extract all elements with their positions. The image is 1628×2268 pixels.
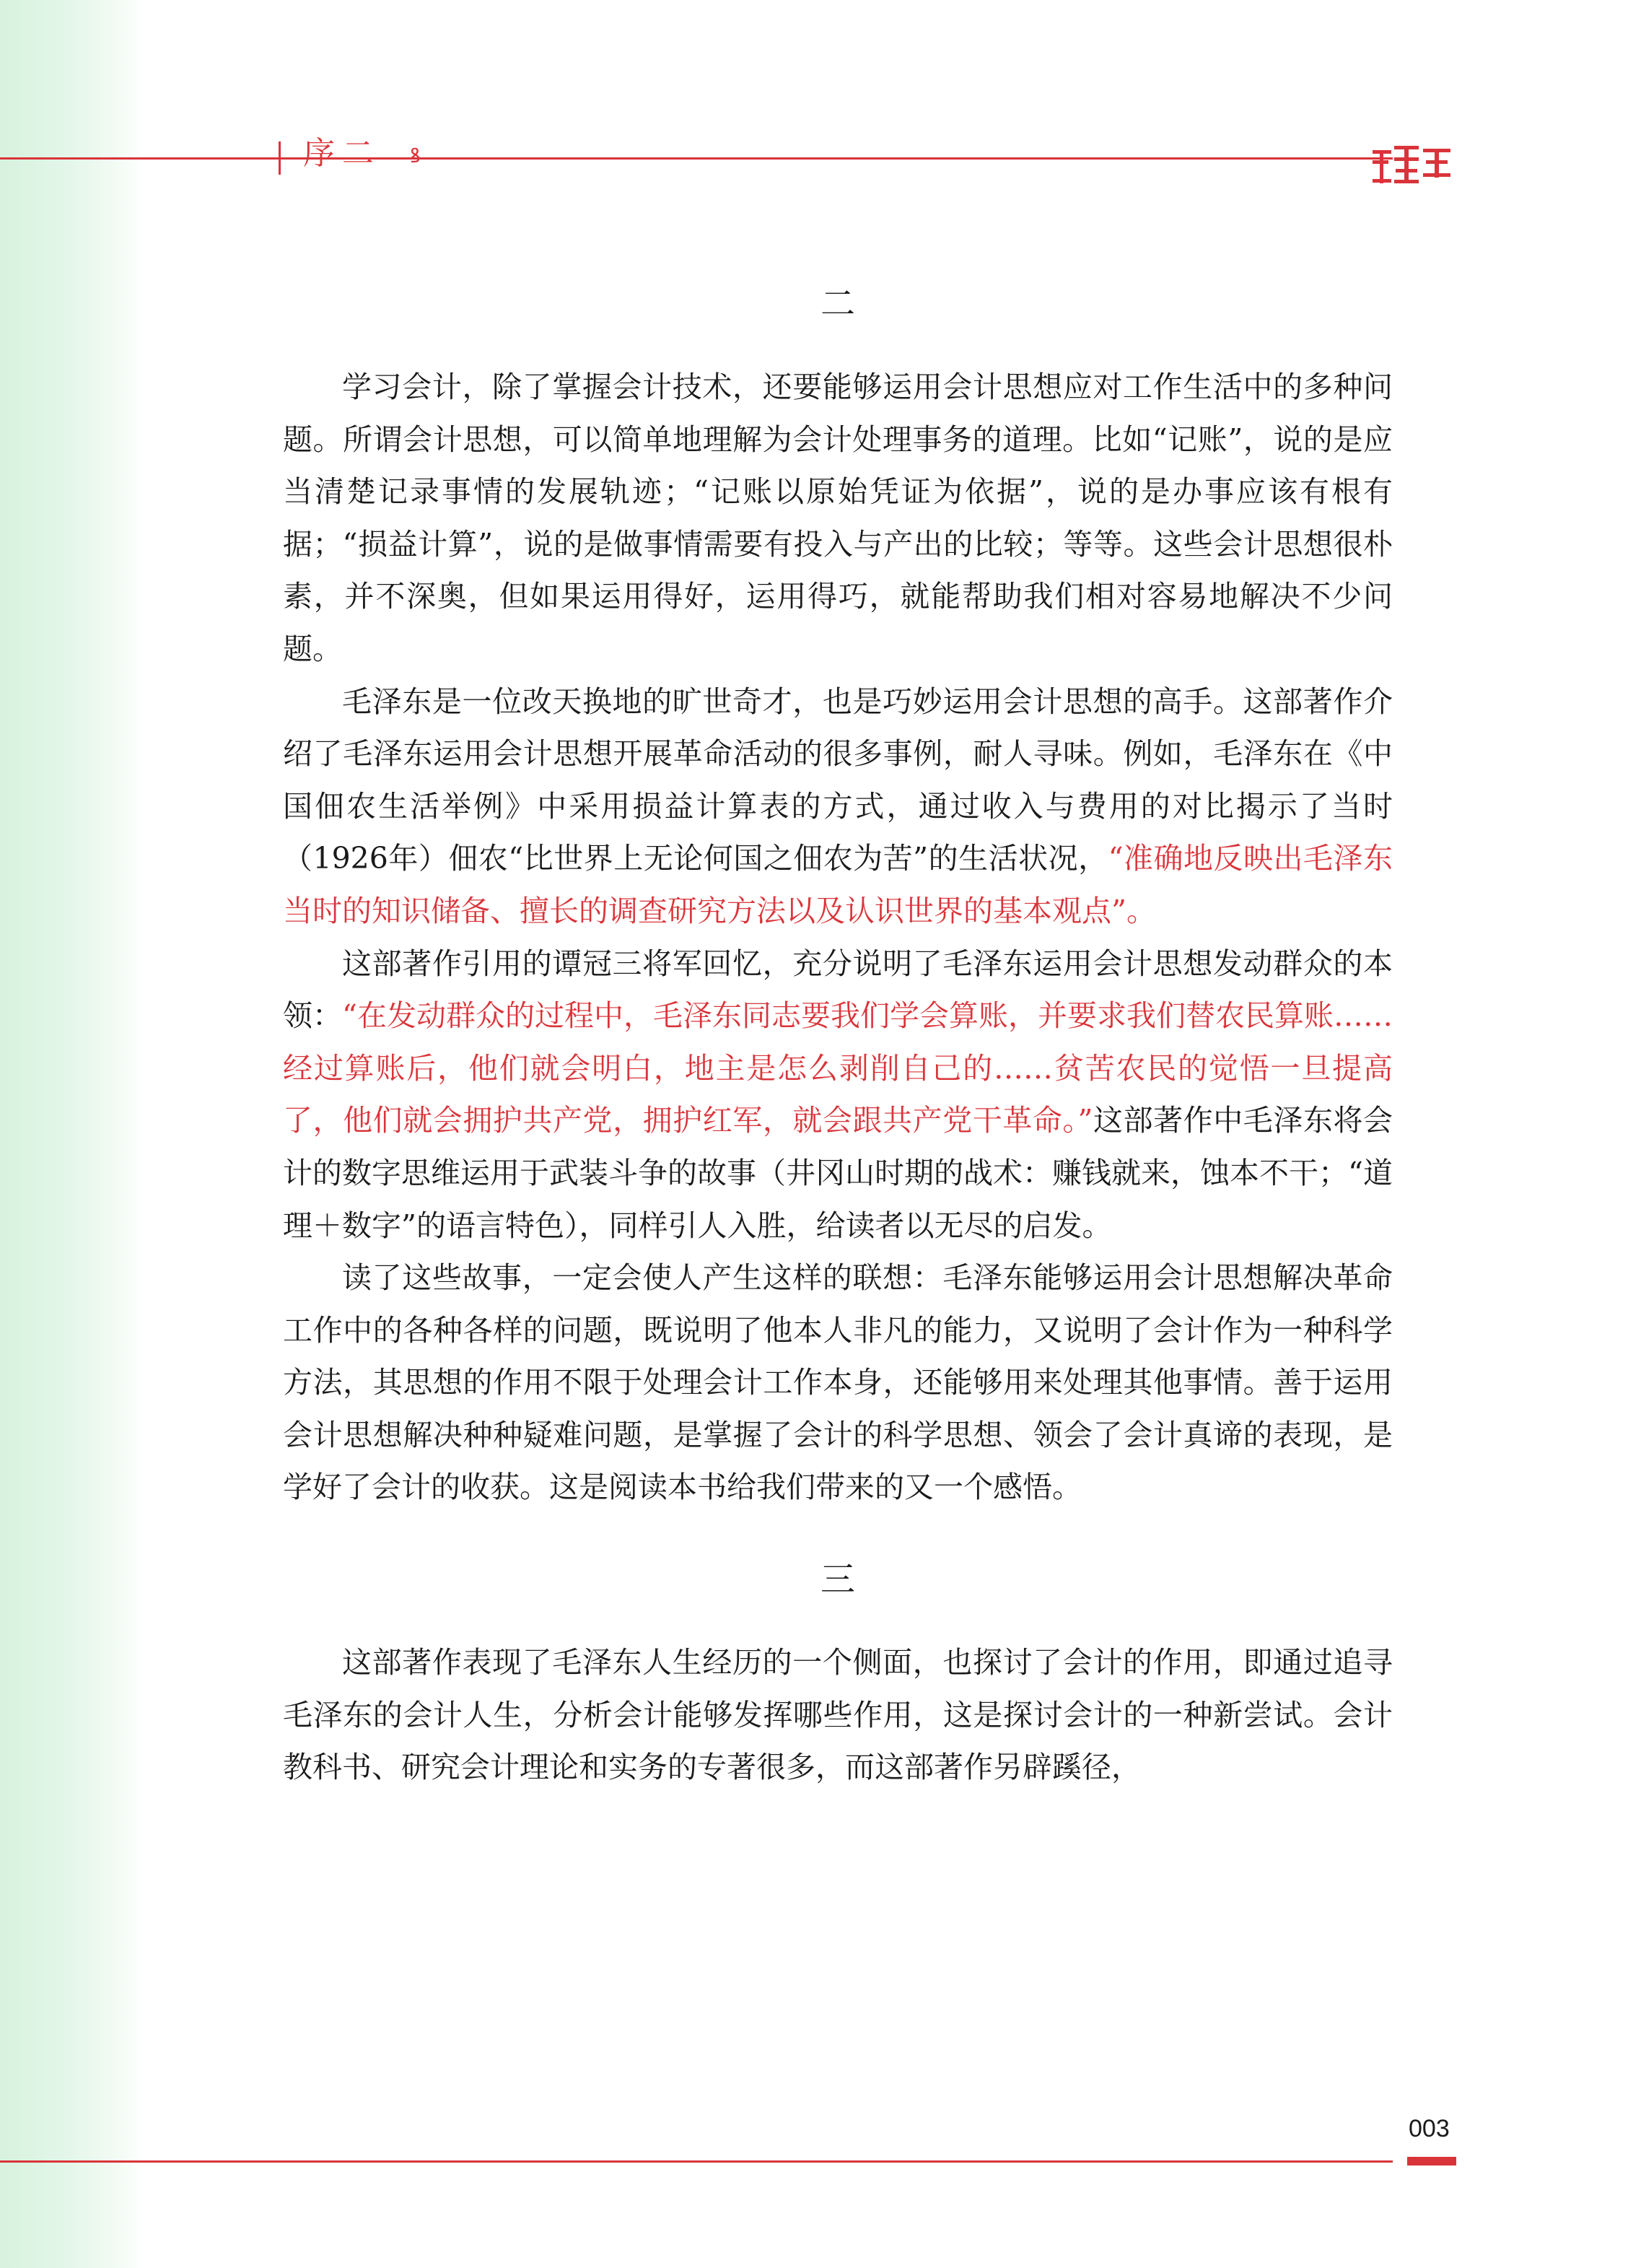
left-margin-strip: [0, 0, 144, 2268]
section-body: [283, 361, 1393, 1514]
paragraph-text: 读了这些故事，一定会使人产生这样的联想：毛泽东能够运用会计思想解决革命工作中的各种各样的问题，既说明了他本人非凡的能力，又说明了会计作为一种科学方法，其思想的作用不限于处理会计工作本身，还能够用来处理其他事情。善于运用会计思想解决种种疑难问题，是掌握了会计的科学思想、领会了会计真谛的表现，是学好了会计的收获。这是阅读本书给我们带来的又一个感悟。: [283, 1260, 1393, 1505]
paragraph-text: 毛泽东是一位改天换地的旷世奇才，也是巧妙运用会计思想的高手。这部著作介绍了毛泽东运用会计思想开展革命活动的很多事例，耐人寻味。例如，毛泽东在《中国佃农生活举例》中采用损益计算表的方式，通过收入与费用的对比揭示了当时（1926年）佃农“比世界上无论何国之佃农为苦”的生活状况，: [283, 684, 1393, 876]
paragraph-text: 这部著作中毛泽东将会计的数字思维运用于武装斗争的故事（井冈山时期的战术：赚钱就来，蚀本不干；“道理＋数字”的语言特色），同样引人入胜，给读者以无尽的启发。: [283, 1103, 1393, 1243]
section-body: [283, 1636, 1393, 1794]
publisher-logo-icon: [1373, 144, 1452, 185]
body-paragraph: [283, 1636, 1393, 1794]
paragraph-text: 这部著作引用的谭冠三将军回忆，充分说明了毛泽东运用会计思想发动群众的本领：: [283, 946, 1393, 1034]
highlighted-quote: “在发动群众的过程中，毛泽东同志要我们学会算账，并要求我们替农民算账……经过算账后，他们就会明白，地主是怎么剥削自己的……贫苦农民的觉悟一旦提高了，他们就会拥护共产党，拥护红军，就会跟共产党干革命。”: [283, 998, 1393, 1138]
paragraph-text: 学习会计，除了掌握会计技术，还要能够运用会计思想应对工作生活中的多种问题。所谓会计思想，可以简单地理解为会计处理事务的道理。比如“记账”，说的是应当清楚记录事情的发展轨迹；“记账以原始凭证为依据”，说的是办事应该有根有据；“损益计算”，说的是做事情需要有投入与产出的比较；等等。这些会计思想很朴素，并不深奥，但如果运用得好，运用得巧，就能帮助我们相对容易地解决不少问题。: [283, 370, 1393, 666]
footer-accent-bar: [1407, 2157, 1456, 2165]
section-number: 二: [820, 284, 855, 324]
body-paragraph: [283, 1252, 1393, 1514]
highlighted-quote: “准确地反映出毛泽东当时的知识储备、擅长的调查研究方法以及认识世界的基本观点”。: [283, 841, 1393, 928]
page-body: [283, 279, 1393, 1794]
body-paragraph: [283, 676, 1393, 938]
paragraph-text: 这部著作表现了毛泽东人生经历的一个侧面，也探讨了会计的作用，即通过追寻毛泽东的会计人生，分析会计能够发挥哪些作用，这是探讨会计的一种新尝试。会计教科书、研究会计理论和实务的专著很多，而这部著作另辟蹊径，: [283, 1645, 1393, 1785]
body-paragraph: [283, 361, 1393, 676]
section-number: 三: [820, 1559, 855, 1600]
footer-rule: [0, 2160, 1393, 2163]
header-rule: [0, 157, 1393, 160]
header-swirl-ornament: ꝸ: [410, 144, 421, 167]
running-header-title: 序二: [303, 135, 381, 172]
page-number: 003: [1409, 2115, 1450, 2142]
body-paragraph: [283, 938, 1393, 1252]
header-tick-mark: [279, 141, 281, 175]
